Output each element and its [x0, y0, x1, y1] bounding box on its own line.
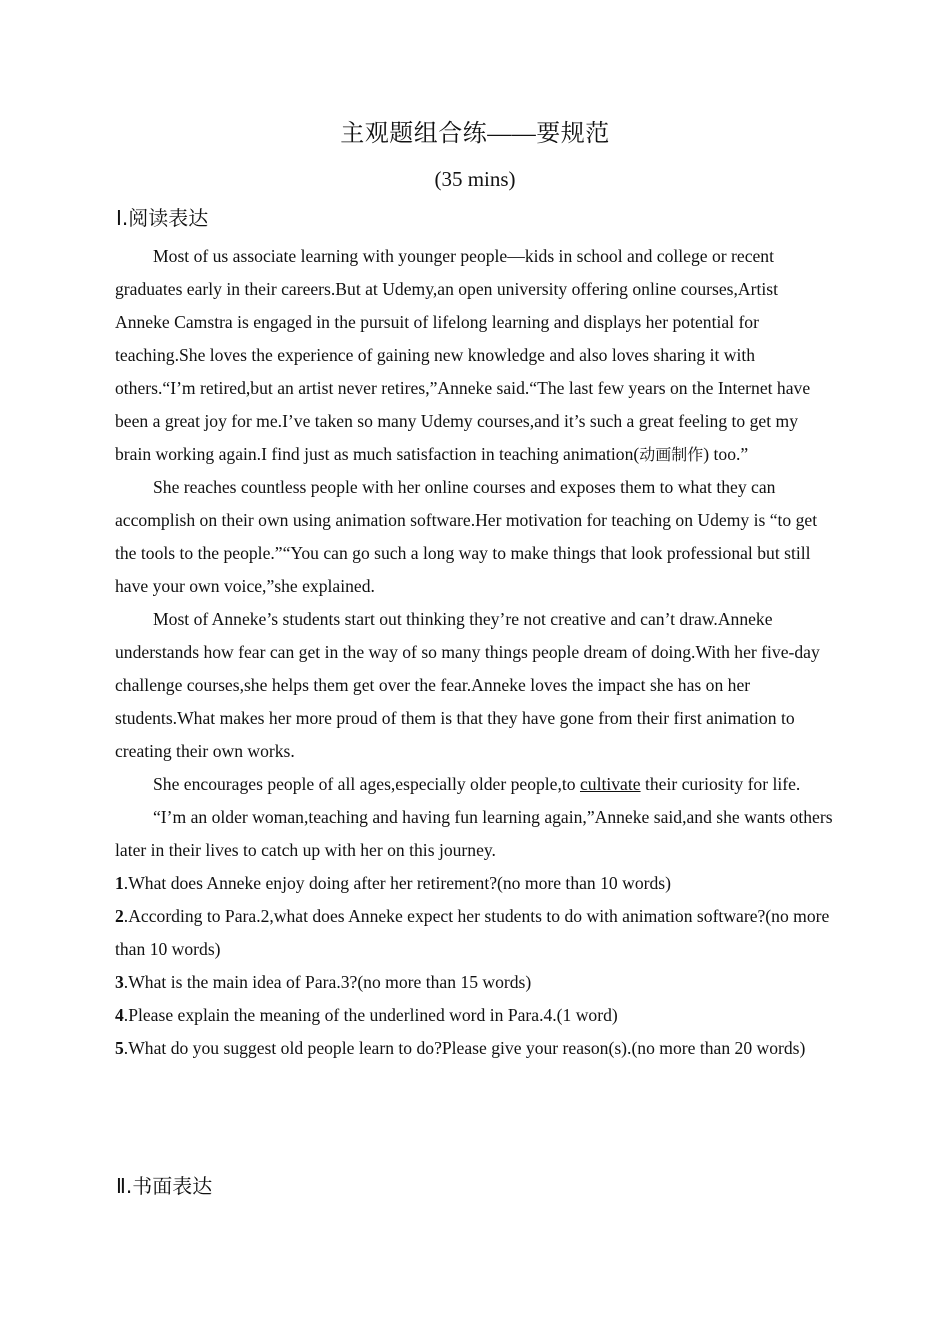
section-heading-writing: Ⅱ.书面表达	[116, 1174, 213, 1198]
page-title	[0, 116, 950, 151]
question-3	[115, 966, 835, 999]
question-text: .Please explain the meaning of the underlined word in Para.4.(1 word)	[123, 1005, 618, 1025]
passage-paragraph-3: Most of Anneke’s students start out thinking they’re not creative and can’t draw.Anneke understands how fear can get in the way of so many things people dream of doing.With her five-day challenge courses,she helps them get over the fear.Anneke loves the impact she has on her students.What makes her more proud of them is that they have gone from their first animation to creating their own works.	[115, 609, 820, 761]
paragraph-text: ) too.”	[703, 444, 749, 464]
question-5	[115, 1032, 835, 1065]
passage-paragraph-1	[115, 240, 835, 471]
paragraph-text: She encourages people of all ages,especially older people,to	[153, 774, 580, 794]
question-1	[115, 867, 835, 900]
question-text: .What do you suggest old people learn to do?Please give your reason(s).(no more than 20 words)	[123, 1038, 806, 1058]
passage-paragraph-2: She reaches countless people with her online courses and exposes them to what they can accomplish on their own using animation software.Her motivation for teaching on Udemy is “to get the tools to the people.”“You can go such a long way to make things that look professional but still have your own voice,”she explained.	[115, 477, 818, 596]
title-tail: 要规范	[536, 119, 610, 147]
section-heading-reading: Ⅰ.阅读表达	[116, 206, 209, 230]
question-text: .What does Anneke enjoy doing after her retirement?(no more than 10 words)	[123, 873, 671, 893]
time-limit: (35 mins)	[434, 167, 516, 191]
reading-passage	[115, 240, 835, 1065]
title-main: 主观题组合练	[340, 119, 488, 147]
question-text: .What is the main idea of Para.3?(no more than 15 words)	[123, 972, 532, 992]
underlined-word: cultivate	[579, 774, 641, 794]
paragraph-text: their curiosity for life.	[640, 774, 801, 794]
question-2	[115, 900, 835, 966]
question-number: 3	[115, 972, 124, 992]
question-4	[115, 999, 835, 1032]
passage-paragraph-4	[115, 768, 835, 801]
title-dash: ——	[487, 121, 537, 147]
chinese-gloss: 动画制作	[639, 445, 704, 464]
paragraph-text: Most of us associate learning with younger people—kids in school and college or recent graduates early in their careers.But at Udemy,an open university offering online courses,Artist Anneke Camstra is engaged in the pursuit of lifelong learning and displays her potential for teaching.She loves the experience of gaining new knowledge and also loves sharing it with others.“I’m retired,but an artist never retires,”Anneke said.“The last few years on the Internet have been a great joy for me.I’ve taken so many Udemy courses,and it’s such a great feeling to get my brain working again.I find just as much satisfaction in teaching animation(	[115, 246, 811, 464]
question-number: 4	[115, 1005, 124, 1025]
question-number: 5	[115, 1038, 124, 1058]
passage-paragraph-5: “I’m an older woman,teaching and having fun learning again,”Anneke said,and she wants others later in their lives to catch up with her on this journey.	[115, 807, 833, 860]
question-number: 1	[115, 873, 124, 893]
question-number: 2	[115, 906, 124, 926]
question-text: .According to Para.2,what does Anneke expect her students to do with animation software?(no more than 10 words)	[115, 906, 830, 959]
